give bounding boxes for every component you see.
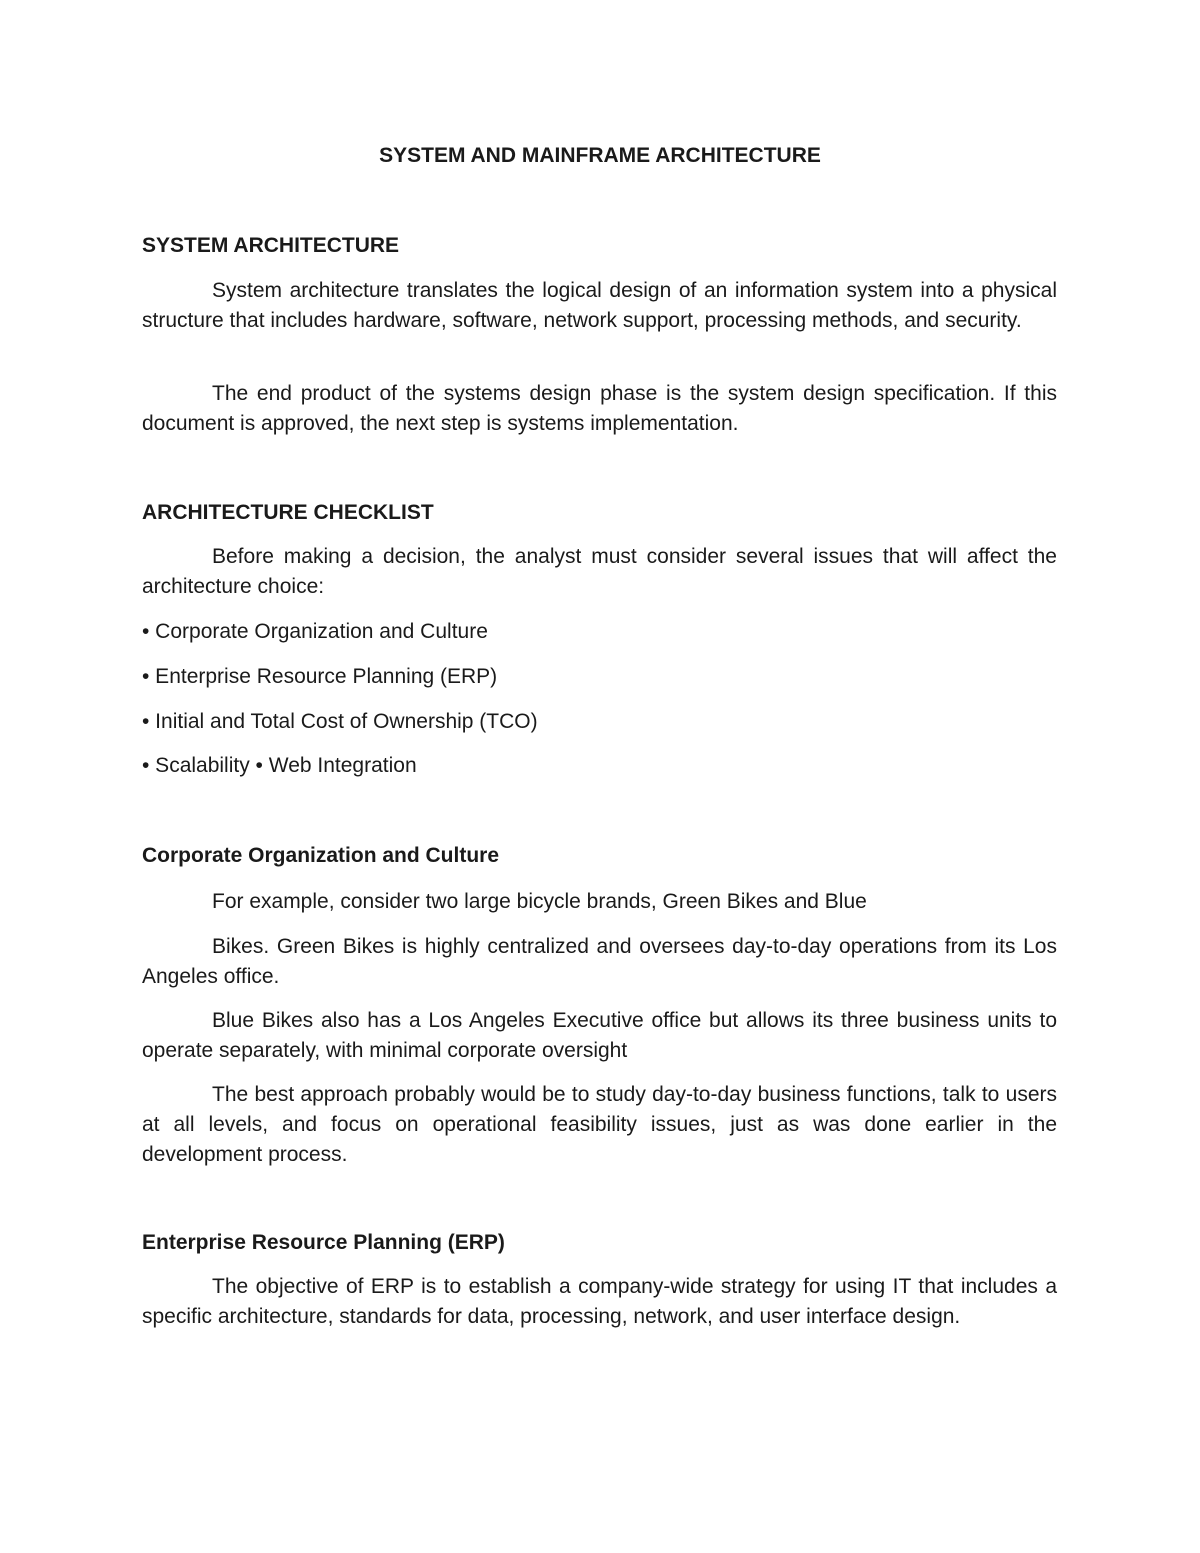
document-title: SYSTEM AND MAINFRAME ARCHITECTURE bbox=[379, 144, 821, 167]
paragraph-corporate-2: Bikes. Green Bikes is highly centralized and oversees day-to-day operations from its Los Angeles office. bbox=[142, 935, 1057, 988]
heading-corporate-organization: Corporate Organization and Culture bbox=[142, 844, 500, 867]
paragraph-erp-1: The objective of ERP is to establish a company-wide strategy for using IT that includes a specific architecture, standards for data, processing, network, and user interface design. bbox=[142, 1275, 1057, 1328]
paragraph-corporate-4: The best approach probably would be to study day-to-day business functions, talk to users at all levels, and focus on operational feasibility issues, just as was done earlier in the development process. bbox=[142, 1083, 1057, 1166]
heading-erp: Enterprise Resource Planning (ERP) bbox=[142, 1231, 505, 1254]
paragraph-corporate-3: Blue Bikes also has a Los Angeles Executive office but allows its three business units to operate separately, with minimal corporate oversight bbox=[142, 1009, 1057, 1062]
heading-system-architecture: SYSTEM ARCHITECTURE bbox=[142, 234, 400, 257]
paragraph-corporate-1: For example, consider two large bicycle brands, Green Bikes and Blue bbox=[212, 890, 867, 913]
checklist-item-scalability-web: • Scalability • Web Integration bbox=[142, 754, 417, 777]
paragraph-system-architecture-1: System architecture translates the logical design of an information system into a physical structure that includes hardware, software, network support, processing methods, and security. bbox=[142, 279, 1057, 332]
checklist-item-corporate-organization: • Corporate Organization and Culture bbox=[142, 620, 488, 643]
checklist-item-erp: • Enterprise Resource Planning (ERP) bbox=[142, 665, 498, 688]
heading-architecture-checklist: ARCHITECTURE CHECKLIST bbox=[142, 501, 434, 524]
checklist-item-tco: • Initial and Total Cost of Ownership (TCO) bbox=[142, 710, 538, 733]
paragraph-system-architecture-2: The end product of the systems design phase is the system design specification. If this document is approved, the next step is systems implementation. bbox=[142, 382, 1057, 435]
paragraph-checklist-intro: Before making a decision, the analyst must consider several issues that will affect the architecture choice: bbox=[142, 545, 1057, 598]
